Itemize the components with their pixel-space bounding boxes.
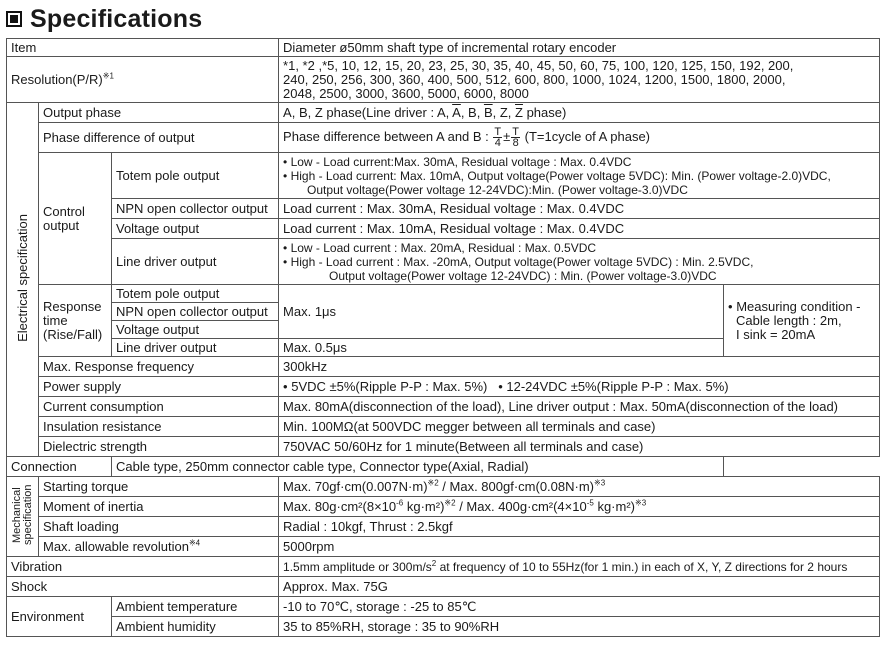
denominator: 8	[512, 137, 519, 149]
resolution-line: 2048, 2500, 3000, 3600, 5000, 6000, 8000	[283, 85, 529, 101]
revolution-label: Max. allowable revolution	[43, 538, 189, 554]
row-label: Shaft loading	[39, 517, 279, 537]
table-row	[7, 199, 880, 219]
sub-label: NPN open collector output	[112, 303, 279, 321]
phase-z-bar: $\overline{Z}$	[515, 104, 523, 120]
note-marker: ※4	[188, 538, 201, 548]
row-value: Approx. Max. 75G	[279, 577, 880, 597]
exponent: -6	[396, 498, 404, 508]
note-marker: ※2	[427, 478, 439, 488]
sub-label: NPN open collector output	[112, 199, 279, 219]
value-line: • Low - Load current : Max. 20mA, Residual : Max. 0.5VDC	[283, 240, 597, 255]
row-label: Starting torque	[39, 477, 279, 497]
row-value: Max. 0.5μs	[279, 339, 724, 357]
row-value: Load current : Max. 30mA, Residual voltage : Max. 0.4VDC	[279, 199, 880, 219]
inertia-value: kg·m²)	[403, 498, 445, 514]
row-label: Current consumption	[39, 397, 279, 417]
sub-label: Line driver output	[112, 339, 279, 357]
value-line: • High - Load current: Max. 10mA, Output voltage(Power voltage 5VDC): Min. (Power voltage-2.0)VDC,	[283, 168, 831, 183]
condition-line: I sink = 20mA	[736, 326, 816, 342]
numerator: T	[512, 126, 520, 138]
section-title	[6, 4, 202, 34]
vibration-text: 1.5mm amplitude or 300m/s	[283, 559, 432, 574]
value-line: Output voltage(Power voltage 12-24VDC):Min. (Power voltage-3.0)VDC	[307, 182, 688, 197]
torque-value: / Max. 800gf·cm(0.08N·m)	[438, 478, 595, 494]
row-value	[279, 477, 880, 497]
value-line: • Low - Load current:Max. 30mA, Residual voltage : Max. 0.4VDC	[283, 154, 632, 169]
measuring-condition	[724, 285, 880, 357]
table-row	[7, 285, 880, 303]
environment-label: Environment	[7, 597, 112, 637]
row-value	[279, 497, 880, 517]
table-row	[7, 597, 880, 617]
condition-line: • Measuring condition -	[728, 298, 861, 314]
sub-label: Voltage output	[112, 219, 279, 239]
square-bullet-icon	[6, 11, 22, 27]
row-label	[7, 57, 279, 103]
resolution-line: *1, *2 ,*5, 10, 12, 15, 20, 23, 25, 30, 35, 40, 45, 50, 60, 75, 100, 120, 125, 150, 192, 200,	[283, 57, 794, 73]
torque-value: Max. 70gf·cm(0.007N·m)	[283, 478, 428, 494]
row-value: 300kHz	[279, 357, 880, 377]
table-row	[7, 397, 880, 417]
sub-label: Totem pole output	[112, 285, 279, 303]
row-label: Shock	[7, 577, 279, 597]
table-row	[7, 153, 880, 199]
control-output-label: Control output	[39, 153, 112, 285]
exponent: -5	[586, 498, 594, 508]
row-value	[279, 557, 880, 577]
title-text: Specifications	[30, 4, 203, 33]
response-time-label	[39, 285, 112, 357]
sub-label: Ambient temperature	[112, 597, 279, 617]
electrical-group-text: Electrical specification	[14, 214, 30, 342]
row-value: Diameter ø50mm shaft type of incremental rotary encoder	[279, 39, 880, 57]
table-row	[7, 457, 880, 477]
spec-table	[6, 38, 880, 637]
sub-label: Voltage output	[112, 321, 279, 339]
row-label: Max. Response frequency	[39, 357, 279, 377]
exponent: 2	[431, 558, 437, 568]
row-label: Phase difference of output	[39, 123, 279, 153]
note-marker: ※3	[594, 478, 606, 488]
table-row	[7, 537, 880, 557]
phase-text: A, B, Z phase(Line driver : A,	[283, 104, 453, 120]
table-row	[7, 557, 880, 577]
fraction	[511, 127, 520, 148]
row-label: Connection	[7, 457, 112, 477]
value-line: • High - Load current : Max. -20mA, Output voltage(Power voltage 5VDC) : Min. 2.5VDC,	[283, 254, 754, 269]
table-row	[7, 103, 880, 123]
row-value: 750VAC 50/60Hz for 1 minute(Between all terminals and case)	[279, 437, 880, 457]
row-label: Dielectric strength	[39, 437, 279, 457]
table-row	[7, 517, 880, 537]
label-line: time	[43, 312, 68, 328]
row-value: -10 to 70℃, storage : -25 to 85℃	[279, 597, 880, 617]
electrical-group-label	[7, 103, 39, 457]
label-line: (Rise/Fall)	[43, 326, 103, 342]
row-label: Moment of inertia	[39, 497, 279, 517]
table-row	[7, 617, 880, 637]
note-marker: ※2	[444, 498, 456, 508]
row-value	[279, 57, 880, 103]
phase-a-bar: $\overline{A}$	[452, 104, 461, 120]
label-line: Response	[43, 298, 102, 314]
inertia-value: kg·m²)	[593, 498, 636, 514]
row-value: Max. 1μs	[279, 285, 724, 339]
row-value	[279, 239, 880, 285]
row-value: Max. 80mA(disconnection of the load), Line driver output : Max. 50mA(disconnection of the load)	[279, 397, 880, 417]
fraction	[493, 127, 502, 148]
row-value: Load current : Max. 10mA, Residual voltage : Max. 0.4VDC	[279, 219, 880, 239]
table-row	[7, 577, 880, 597]
inertia-value: / Max. 400g·cm²(4×10	[455, 498, 587, 514]
row-value: • 5VDC ±5%(Ripple P-P : Max. 5%) • 12-24VDC ±5%(Ripple P-P : Max. 5%)	[279, 377, 880, 397]
row-label	[39, 537, 279, 557]
phase-diff-text: (T=1cycle of A phase)	[521, 128, 650, 144]
note-marker: ※3	[635, 498, 647, 508]
table-row	[7, 477, 880, 497]
row-value	[279, 123, 880, 153]
row-value	[279, 153, 880, 199]
row-label: Insulation resistance	[39, 417, 279, 437]
table-row	[7, 437, 880, 457]
resolution-label: Resolution(P/R)	[11, 71, 103, 87]
phase-b-bar: $\overline{B}$	[483, 104, 493, 120]
numerator: T	[494, 126, 502, 138]
condition-line: Cable length : 2m,	[736, 312, 842, 328]
vibration-text: at frequency of 10 to 55Hz(for 1 min.) in each of X, Y, Z directions for 2 hours	[436, 559, 848, 574]
row-label: Vibration	[7, 557, 279, 577]
mechanical-group-label	[7, 477, 39, 557]
table-row	[7, 377, 880, 397]
phase-diff-text: Phase difference between A and B :	[283, 128, 493, 144]
phase-sep: , Z,	[492, 104, 515, 120]
table-row	[7, 39, 880, 57]
mechanical-group-text: Mechanical specification	[10, 484, 34, 546]
resolution-line: 240, 250, 256, 300, 360, 400, 500, 512, 600, 800, 1000, 1024, 1200, 1500, 1800, 2000,	[283, 71, 786, 87]
table-row	[7, 219, 880, 239]
table-row	[7, 239, 880, 285]
table-row	[7, 417, 880, 437]
row-value	[279, 103, 880, 123]
row-label: Item	[7, 39, 279, 57]
row-value: 5000rpm	[279, 537, 880, 557]
row-value: Radial : 10kgf, Thrust : 2.5kgf	[279, 517, 880, 537]
sub-label: Line driver output	[112, 239, 279, 285]
inertia-value: Max. 80g·cm²(8×10	[283, 498, 397, 514]
value-line: Output voltage(Power voltage 12-24VDC) : Min. (Power voltage-3.0)VDC	[329, 268, 717, 283]
sub-label: Totem pole output	[112, 153, 279, 199]
sub-label: Ambient humidity	[112, 617, 279, 637]
table-row	[7, 57, 880, 103]
row-label: Output phase	[39, 103, 279, 123]
table-row	[7, 357, 880, 377]
row-value: Min. 100MΩ(at 500VDC megger between all terminals and case)	[279, 417, 880, 437]
phase-text: phase)	[522, 104, 567, 120]
table-row	[7, 123, 880, 153]
row-value: 35 to 85%RH, storage : 35 to 90%RH	[279, 617, 880, 637]
plus-minus: ±	[503, 128, 511, 144]
note-marker: ※1	[102, 71, 114, 81]
denominator: 4	[494, 137, 501, 149]
row-label: Power supply	[39, 377, 279, 397]
phase-sep: , B,	[460, 104, 484, 120]
table-row	[7, 497, 880, 517]
row-value: Cable type, 250mm connector cable type, Connector type(Axial, Radial)	[112, 457, 724, 477]
